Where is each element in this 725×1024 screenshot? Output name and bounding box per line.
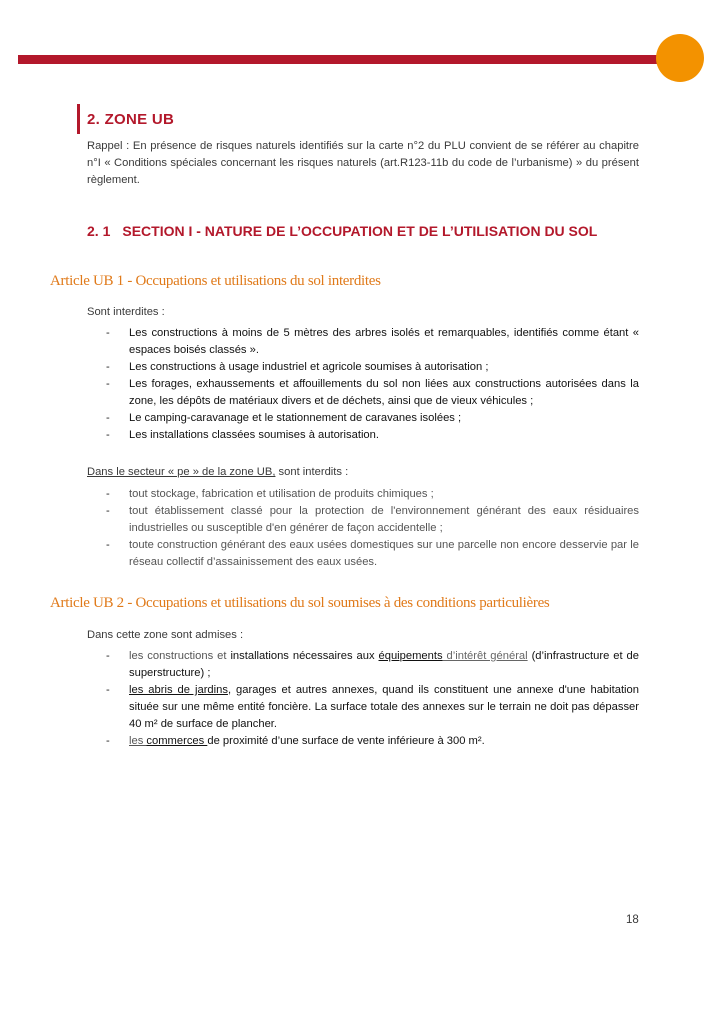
- orange-circle-icon: [656, 34, 704, 82]
- section-number: 2. 1: [87, 223, 111, 239]
- list-item: - tout établissement classé pour la protection de l'environnement générant des eaux résiduaires industrielles ou susceptible d'en générer de façon accidentelle ;: [106, 505, 639, 534]
- list-item: - Le camping-caravanage et le stationnement de caravanes isolées ;: [106, 412, 462, 424]
- list-item: - les constructions et installations nécessaires aux équipements d’intérêt général (d’infrastructure et de superstructure) ;: [106, 650, 639, 679]
- zone-title: 2. ZONE UB: [87, 111, 175, 128]
- list-item: - Les installations classées soumises à autorisation.: [106, 429, 379, 441]
- list-item: - les abris de jardins, garages et autres annexes, quand ils constituent une annexe d'une habitation située sur une même entité foncière. La surface totale des annexes sur le terrain ne doit pas dépasser 40 m² de surface de plancher.: [106, 684, 639, 730]
- article-ub1-list: [104, 325, 639, 444]
- article-ub2-list: [104, 648, 639, 750]
- article-ub2-intro: Dans cette zone sont admises :: [87, 629, 244, 641]
- list-item: - Les forages, exhaussements et affouillements du sol non liées aux constructions autorisées dans la zone, les dépôts de matériaux divers et de déchets, ainsi que de vieux véhicules ;: [106, 378, 639, 407]
- list-item: - Les constructions à usage industriel et agricole soumises à autorisation ;: [106, 361, 489, 373]
- page-number: 18: [626, 914, 639, 926]
- article-ub1-intro: Sont interdites :: [87, 306, 165, 318]
- zone-title-marker: [77, 104, 80, 134]
- list-item: - tout stockage, fabrication et utilisation de produits chimiques ;: [106, 488, 434, 500]
- section-title: [87, 223, 597, 239]
- header-rule: [18, 55, 698, 64]
- list-item: - Les constructions à moins de 5 mètres des arbres isolés et remarquables, identifiés comme étant « espaces boisés classés ».: [106, 327, 639, 356]
- rappel-paragraph: Rappel : En présence de risques naturels identifiés sur la carte n°2 du PLU convient de se référer au chapitre n°I « Conditions spéciales concernant les risques naturels (art.R123-11b du code de l’urbanisme) » du présent règlement.: [87, 140, 639, 186]
- section-heading: SECTION I - NATURE DE L’OCCUPATION ET DE L’UTILISATION DU SOL: [122, 223, 598, 239]
- secteur-pe-list: [104, 486, 639, 571]
- list-item: - les commerces de proximité d’une surface de vente inférieure à 300 m².: [106, 735, 485, 747]
- list-item: - toute construction générant des eaux usées domestiques sur une parcelle non encore desservie par le réseau collectif d’assainissement des eaux usées.: [106, 539, 639, 568]
- article-ub2-title: Article UB 2 - Occupations et utilisations du sol soumises à des conditions particulières: [50, 595, 550, 611]
- secteur-pe-intro: Dans le secteur « pe » de la zone UB, sont interdits :: [87, 466, 349, 478]
- article-ub1-title: Article UB 1 - Occupations et utilisations du sol interdites: [50, 273, 381, 289]
